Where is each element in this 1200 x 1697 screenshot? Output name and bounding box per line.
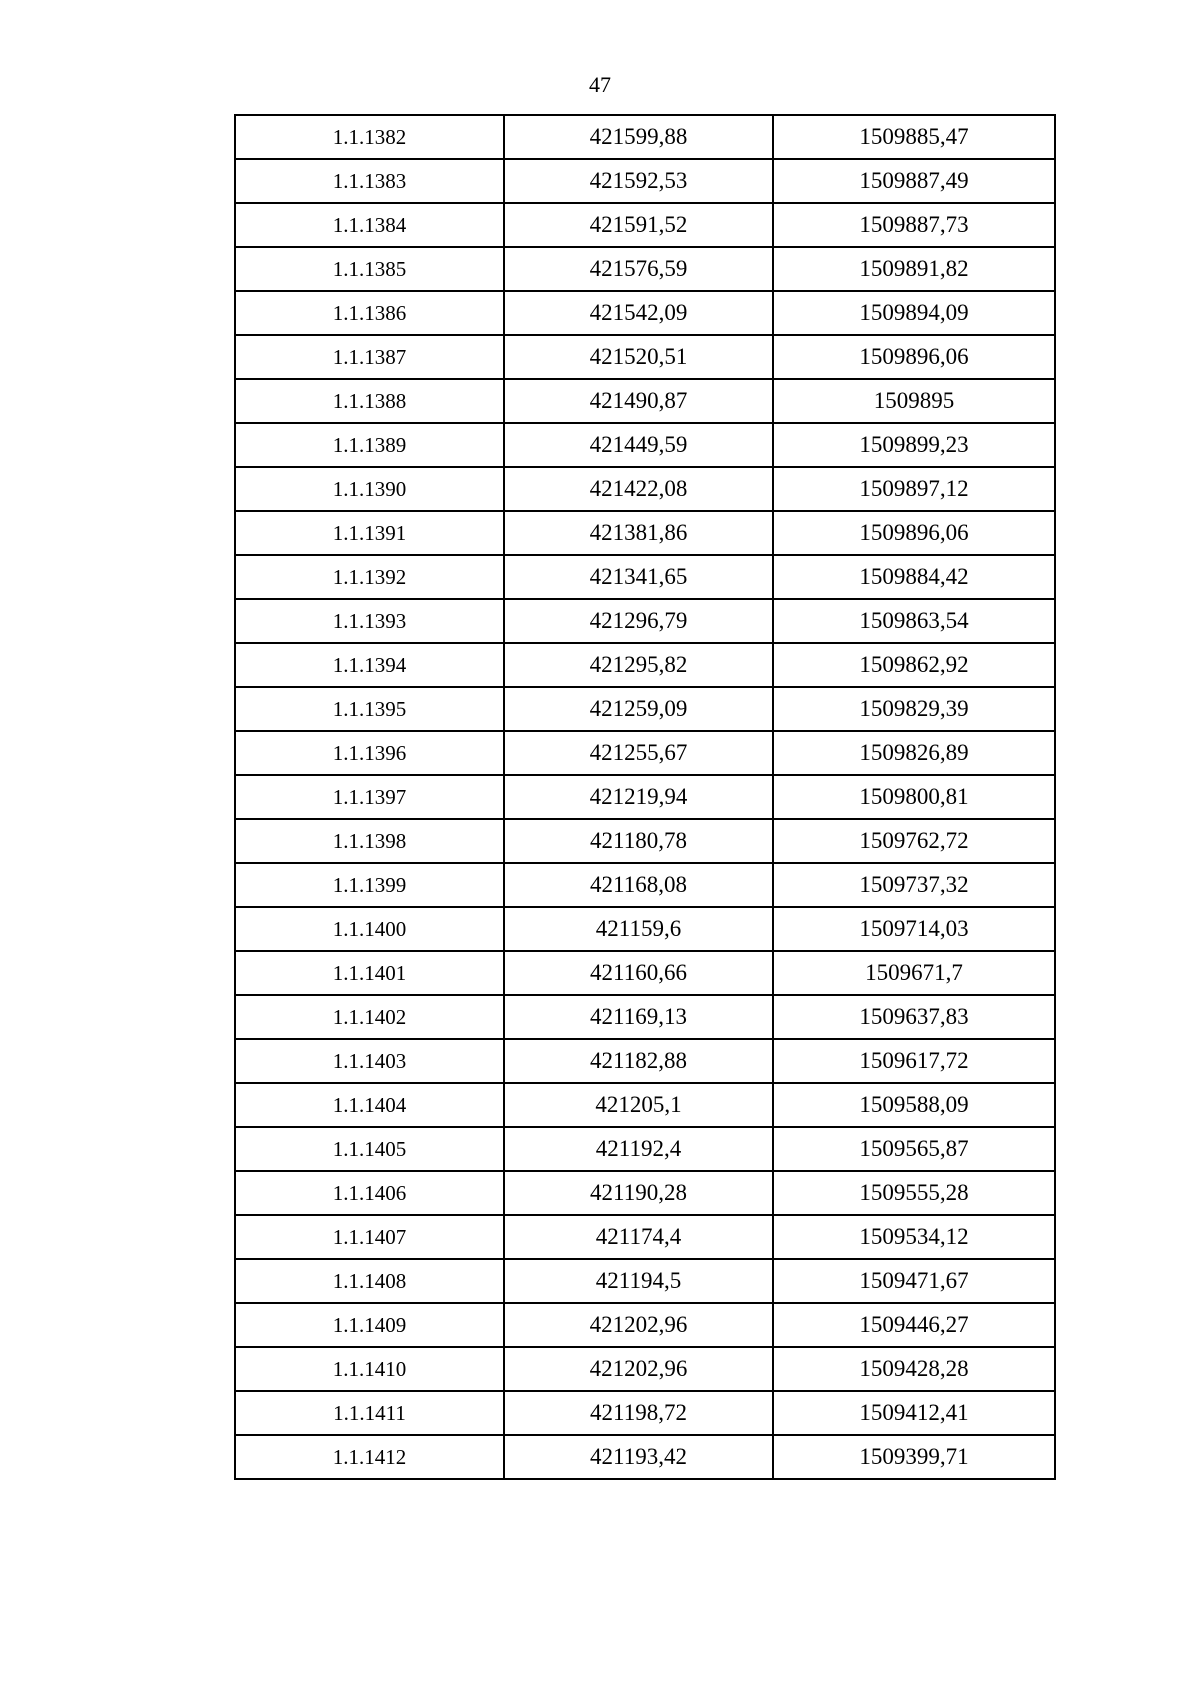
table-row: [235, 159, 1055, 203]
x-coordinate-cell: 421592,53: [504, 159, 773, 203]
y-coordinate-cell: 1509588,09: [773, 1083, 1055, 1127]
point-id-cell: 1.1.1393: [235, 599, 504, 643]
y-coordinate-cell: 1509446,27: [773, 1303, 1055, 1347]
x-coordinate-cell: 421219,94: [504, 775, 773, 819]
x-coordinate-cell: 421198,72: [504, 1391, 773, 1435]
x-coordinate-cell: 421194,5: [504, 1259, 773, 1303]
coordinates-table-body: [235, 115, 1055, 1479]
point-id-cell: 1.1.1409: [235, 1303, 504, 1347]
coordinates-table: [234, 114, 1056, 1480]
y-coordinate-cell: 1509800,81: [773, 775, 1055, 819]
x-coordinate-cell: 421202,96: [504, 1347, 773, 1391]
point-id-cell: 1.1.1394: [235, 643, 504, 687]
y-coordinate-cell: 1509826,89: [773, 731, 1055, 775]
table-row: [235, 247, 1055, 291]
table-row: [235, 1347, 1055, 1391]
table-row: [235, 599, 1055, 643]
y-coordinate-cell: 1509899,23: [773, 423, 1055, 467]
point-id-cell: 1.1.1382: [235, 115, 504, 159]
y-coordinate-cell: 1509887,73: [773, 203, 1055, 247]
table-row: [235, 1435, 1055, 1479]
point-id-cell: 1.1.1400: [235, 907, 504, 951]
y-coordinate-cell: 1509884,42: [773, 555, 1055, 599]
point-id-cell: 1.1.1398: [235, 819, 504, 863]
y-coordinate-cell: 1509762,72: [773, 819, 1055, 863]
y-coordinate-cell: 1509891,82: [773, 247, 1055, 291]
y-coordinate-cell: 1509714,03: [773, 907, 1055, 951]
point-id-cell: 1.1.1383: [235, 159, 504, 203]
y-coordinate-cell: 1509637,83: [773, 995, 1055, 1039]
y-coordinate-cell: 1509829,39: [773, 687, 1055, 731]
y-coordinate-cell: 1509897,12: [773, 467, 1055, 511]
table-row: [235, 1303, 1055, 1347]
y-coordinate-cell: 1509896,06: [773, 511, 1055, 555]
table-row: [235, 555, 1055, 599]
point-id-cell: 1.1.1388: [235, 379, 504, 423]
y-coordinate-cell: 1509885,47: [773, 115, 1055, 159]
point-id-cell: 1.1.1390: [235, 467, 504, 511]
y-coordinate-cell: 1509862,92: [773, 643, 1055, 687]
page-number: 47: [589, 72, 611, 97]
point-id-cell: 1.1.1408: [235, 1259, 504, 1303]
point-id-cell: 1.1.1392: [235, 555, 504, 599]
x-coordinate-cell: 421193,42: [504, 1435, 773, 1479]
y-coordinate-cell: 1509894,09: [773, 291, 1055, 335]
point-id-cell: 1.1.1406: [235, 1171, 504, 1215]
table-row: [235, 291, 1055, 335]
table-row: [235, 687, 1055, 731]
x-coordinate-cell: 421160,66: [504, 951, 773, 995]
table-row: [235, 423, 1055, 467]
y-coordinate-cell: 1509534,12: [773, 1215, 1055, 1259]
point-id-cell: 1.1.1402: [235, 995, 504, 1039]
table-row: [235, 1127, 1055, 1171]
table-row: [235, 379, 1055, 423]
point-id-cell: 1.1.1411: [235, 1391, 504, 1435]
table-row: [235, 1391, 1055, 1435]
table-row: [235, 775, 1055, 819]
x-coordinate-cell: 421422,08: [504, 467, 773, 511]
x-coordinate-cell: 421599,88: [504, 115, 773, 159]
y-coordinate-cell: 1509555,28: [773, 1171, 1055, 1215]
y-coordinate-cell: 1509671,7: [773, 951, 1055, 995]
x-coordinate-cell: 421169,13: [504, 995, 773, 1039]
table-row: [235, 907, 1055, 951]
x-coordinate-cell: 421159,6: [504, 907, 773, 951]
table-row: [235, 467, 1055, 511]
table-row: [235, 1171, 1055, 1215]
point-id-cell: 1.1.1401: [235, 951, 504, 995]
x-coordinate-cell: 421255,67: [504, 731, 773, 775]
x-coordinate-cell: 421202,96: [504, 1303, 773, 1347]
table-row: [235, 1259, 1055, 1303]
x-coordinate-cell: 421190,28: [504, 1171, 773, 1215]
table-row: [235, 643, 1055, 687]
table-row: [235, 1215, 1055, 1259]
x-coordinate-cell: 421192,4: [504, 1127, 773, 1171]
point-id-cell: 1.1.1412: [235, 1435, 504, 1479]
point-id-cell: 1.1.1386: [235, 291, 504, 335]
x-coordinate-cell: 421180,78: [504, 819, 773, 863]
y-coordinate-cell: 1509428,28: [773, 1347, 1055, 1391]
point-id-cell: 1.1.1396: [235, 731, 504, 775]
x-coordinate-cell: 421381,86: [504, 511, 773, 555]
x-coordinate-cell: 421576,59: [504, 247, 773, 291]
point-id-cell: 1.1.1385: [235, 247, 504, 291]
point-id-cell: 1.1.1384: [235, 203, 504, 247]
y-coordinate-cell: 1509412,41: [773, 1391, 1055, 1435]
x-coordinate-cell: 421174,4: [504, 1215, 773, 1259]
y-coordinate-cell: 1509565,87: [773, 1127, 1055, 1171]
point-id-cell: 1.1.1389: [235, 423, 504, 467]
table-row: [235, 863, 1055, 907]
table-row: [235, 951, 1055, 995]
table-row: [235, 819, 1055, 863]
y-coordinate-cell: 1509863,54: [773, 599, 1055, 643]
x-coordinate-cell: 421182,88: [504, 1039, 773, 1083]
x-coordinate-cell: 421296,79: [504, 599, 773, 643]
point-id-cell: 1.1.1410: [235, 1347, 504, 1391]
y-coordinate-cell: 1509471,67: [773, 1259, 1055, 1303]
table-row: [235, 731, 1055, 775]
y-coordinate-cell: 1509737,32: [773, 863, 1055, 907]
table-row: [235, 1083, 1055, 1127]
x-coordinate-cell: 421259,09: [504, 687, 773, 731]
point-id-cell: 1.1.1391: [235, 511, 504, 555]
x-coordinate-cell: 421341,65: [504, 555, 773, 599]
x-coordinate-cell: 421168,08: [504, 863, 773, 907]
table-row: [235, 335, 1055, 379]
point-id-cell: 1.1.1405: [235, 1127, 504, 1171]
table-row: [235, 1039, 1055, 1083]
x-coordinate-cell: 421591,52: [504, 203, 773, 247]
table-row: [235, 511, 1055, 555]
point-id-cell: 1.1.1397: [235, 775, 504, 819]
point-id-cell: 1.1.1407: [235, 1215, 504, 1259]
x-coordinate-cell: 421449,59: [504, 423, 773, 467]
y-coordinate-cell: 1509895: [773, 379, 1055, 423]
y-coordinate-cell: 1509896,06: [773, 335, 1055, 379]
x-coordinate-cell: 421205,1: [504, 1083, 773, 1127]
y-coordinate-cell: 1509617,72: [773, 1039, 1055, 1083]
y-coordinate-cell: 1509399,71: [773, 1435, 1055, 1479]
x-coordinate-cell: 421490,87: [504, 379, 773, 423]
table-row: [235, 115, 1055, 159]
point-id-cell: 1.1.1387: [235, 335, 504, 379]
x-coordinate-cell: 421295,82: [504, 643, 773, 687]
x-coordinate-cell: 421520,51: [504, 335, 773, 379]
point-id-cell: 1.1.1404: [235, 1083, 504, 1127]
y-coordinate-cell: 1509887,49: [773, 159, 1055, 203]
point-id-cell: 1.1.1399: [235, 863, 504, 907]
x-coordinate-cell: 421542,09: [504, 291, 773, 335]
point-id-cell: 1.1.1395: [235, 687, 504, 731]
table-row: [235, 203, 1055, 247]
point-id-cell: 1.1.1403: [235, 1039, 504, 1083]
table-row: [235, 995, 1055, 1039]
